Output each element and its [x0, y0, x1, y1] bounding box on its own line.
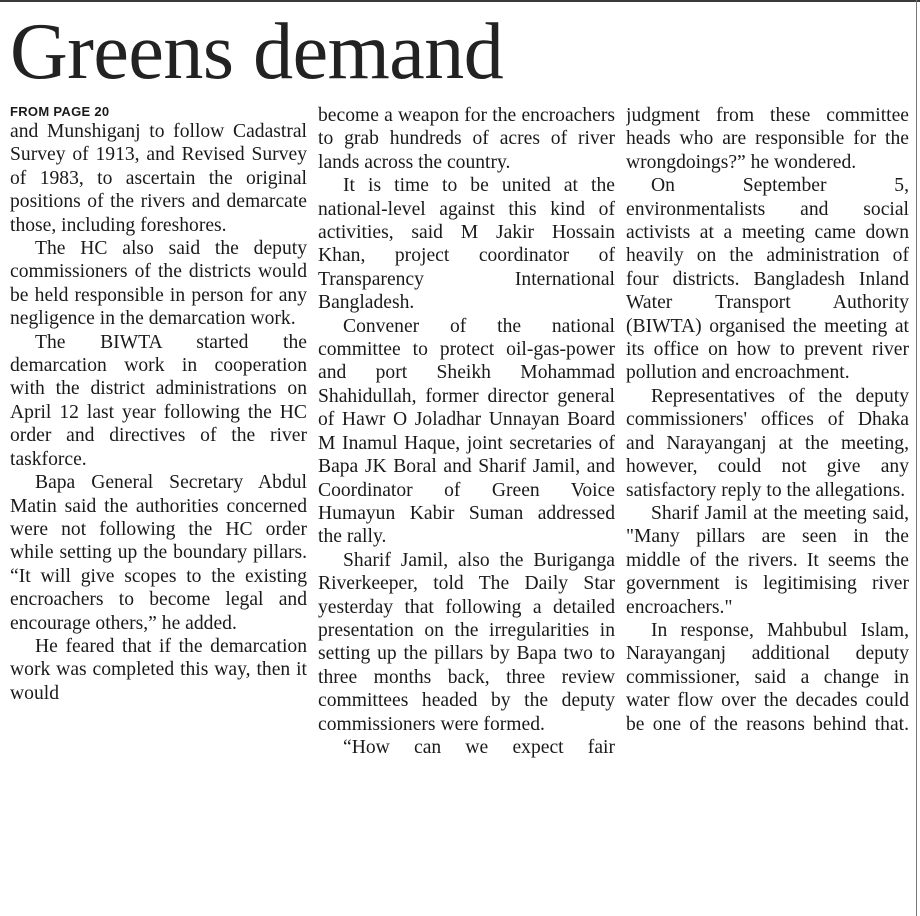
paragraph: On September 5, environmentalists and social activists at a meeting came down heavily on the administration of four districts. Bangladesh Inland Water Transport Authority (BIWTA) organised the meeting at its office on how to prevent river pollution and encroachment. [626, 175, 909, 384]
paragraph: The HC also said the deputy commissioners of the districts would be held responsible in person for any negligence in the demarcation work. [10, 238, 307, 330]
paragraph: “How can we expect fair [343, 736, 615, 758]
column-2 [318, 104, 615, 916]
article-body [10, 104, 909, 916]
paragraph: The BIWTA started the demarcation work in cooperation with the district administrations on April 12 last year following the HC order and directives of the river taskforce. [10, 331, 307, 470]
paragraph: Sharif Jamil, also the Buriganga Riverkeeper, told The Daily Star yesterday that following a detailed presentation on the irregularities in setting up the pillars by Bapa two to three months back, three review committees headed by the deputy commissioners were formed. [318, 549, 615, 735]
paragraph: and Munshiganj to follow Cadastral Survey of 1913, and Revised Survey of 1983, to ascertain the original positions of the rivers and demarcate those, including foreshores. [10, 121, 307, 236]
jump-line: FROM PAGE 20 [10, 104, 110, 119]
paragraph: Bapa General Secretary Abdul Matin said the authorities concerned were not following the HC order while setting up the boundary pillars. “It will give scopes to the existing encroachers to become legal and encourage others,” he added. [10, 472, 307, 634]
column-1 [10, 104, 307, 916]
paragraph: He feared that if the demarcation work was completed this way, then it would [10, 635, 307, 704]
top-rule [0, 0, 920, 2]
paragraph: Sharif Jamil at the meeting said, "Many pillars are seen in the middle of the rivers. It seems the government is legitimising river encroachers." [626, 502, 909, 618]
column-3 [626, 104, 909, 916]
paragraph: In response, Mahbubul Islam, Narayanganj additional deputy commissioner, said a change in water flow over the decades could be one of the reasons behind that. [626, 619, 909, 735]
headline: Greens demand [10, 8, 504, 96]
paragraph: judgment from these committee heads who are responsible for the wrongdoings?” he wondered. [626, 105, 909, 173]
paragraph: become a weapon for the encroachers to grab hundreds of acres of river lands across the country. [318, 105, 615, 173]
paragraph: It is time to be united at the national-level against this kind of activities, said M Jakir Hossain Khan, project coordinator of Transparency International Bangladesh. [318, 175, 615, 314]
paragraph: Convener of the national committee to protect oil-gas-power and port Sheikh Mohammad Shahidullah, former director general of Hawr O Joladhar Unnayan Board M Inamul Haque, joint secretaries of Bapa JK Boral and Sharif Jamil, and Coordinator of Green Voice Humayun Kabir Suman addressed the rally. [318, 315, 615, 548]
column-edge-rule [916, 0, 917, 916]
paragraph: Representatives of the deputy commissioners' offices of Dhaka and Narayanganj at the meeting, however, could not give any satisfactory reply to the allegations. [626, 385, 909, 501]
